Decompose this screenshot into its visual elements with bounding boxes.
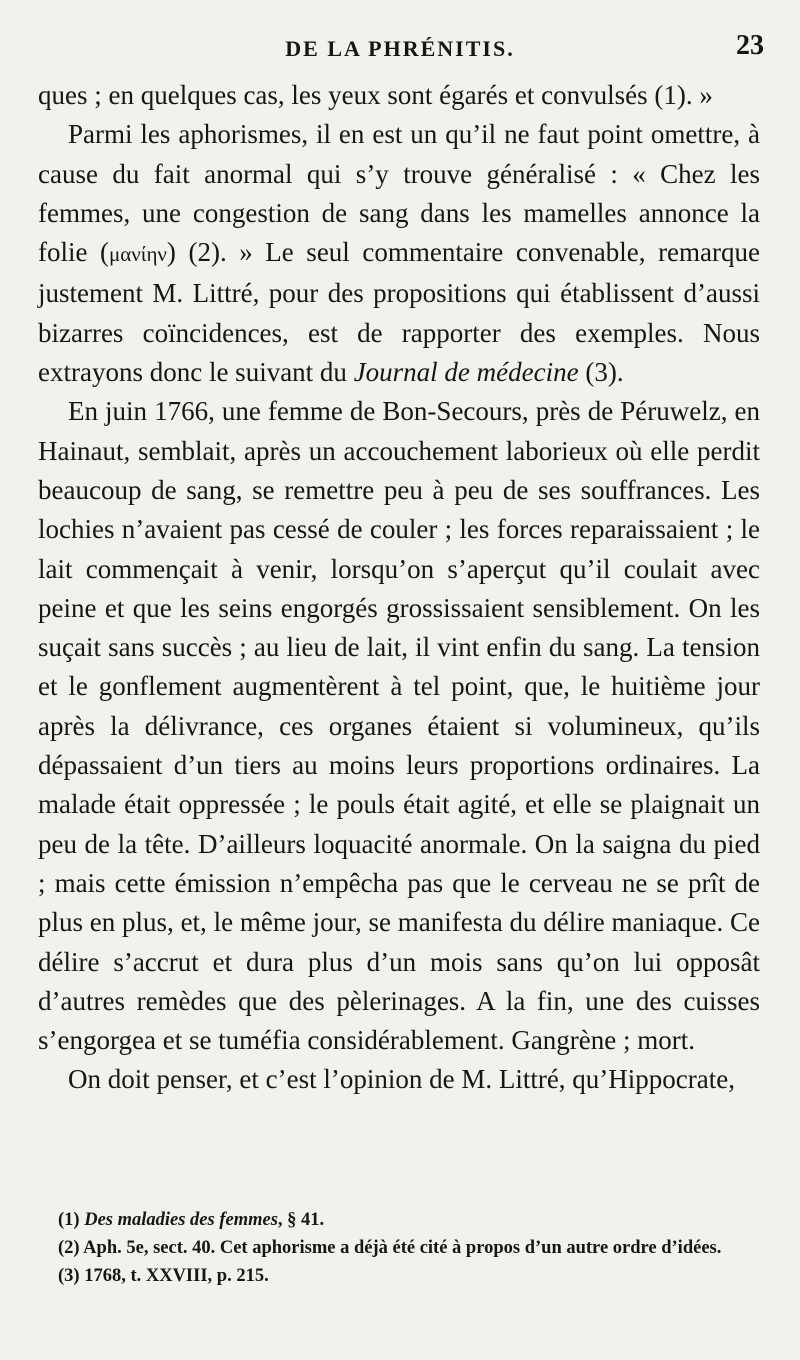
- text-run: ques ; en quelques cas, les yeux sont égarés et convulsés (1). »: [38, 80, 713, 110]
- paragraph-3: [38, 392, 760, 1060]
- footnotes: [38, 1206, 760, 1290]
- text-run: (3).: [578, 357, 624, 388]
- paragraph-4: [38, 1060, 760, 1099]
- footnote-2: [38, 1234, 760, 1262]
- footnote-run: (3) 1768, t. XXVIII, p. 215.: [58, 1266, 269, 1286]
- text-run: ) (2). » Le seul commentaire convenable, remarque justement M. Littré, pour des propositions qui établissent d’aussi bizarres coïncidences, est de rapporter des exemples. Nous extrayons donc le suivant du: [38, 237, 760, 388]
- text-run: En juin 1766, une femme de Bon-Secours, près de Péruwelz, en Hainaut, semblait, après un accouchement laborieux où elle perdit beaucoup de sang, se remettre peu à peu de ses souffrances. Les lochies n’avaient pas cessé de couler ; les forces reparaissaient ; le lait commençait à venir, lorsqu’on s’aperçut qu’il coulait avec peine et que les seins engorgés grossissaient sensiblement. On les suçait sans succès ; au lieu de lait, il vint enfin du sang. La tension et le gonflement augmentèrent à tel point, que, le huitième jour après la délivrance, ces organes étaient si volumineux, qu’ils dépassaient d’un tiers au moins leurs proportions ordinaires. La malade était oppressée ; le pouls était agité, et elle se plaignait un peu de la tête. D’ailleurs loquacité anormale. On la saigna du pied ; mais cette émission n’empêcha pas que le cerveau ne se prît de plus en plus, et, le même jour, se manifesta du délire maniaque. Ce délire s’accrut et dura plus d’un mois sans qu’on lui opposât d’autres remèdes que des pèlerinages. A la fin, une des cuisses s’engorgea et se tuméfia considérablement. Gangrène ; mort.: [38, 396, 760, 1056]
- text-run: On doit penser, et c’est l’opinion de M. Littré, qu’Hippocrate,: [68, 1064, 735, 1095]
- footnote-3: [38, 1262, 760, 1290]
- paragraph-2: [38, 115, 760, 392]
- footnote-run: (2) Aph. 5e, sect. 40. Cet aphorisme a déjà été cité à propos d’un autre ordre d’idées.: [58, 1238, 722, 1258]
- page-header: [36, 30, 764, 66]
- footnote-run: (1): [58, 1210, 85, 1230]
- journal-title: Journal de médecine: [353, 357, 579, 388]
- greek-word: μανίην: [109, 242, 167, 267]
- footnote-run: , § 41.: [277, 1210, 325, 1230]
- footnote-1: [38, 1206, 760, 1234]
- footnote-run: Des maladies des femmes: [84, 1210, 278, 1230]
- text-run: Parmi les aphorismes, il en est un qu’il ne faut point omettre, à cause du fait anormal qui s’y trouve généralisé : « Chez les femmes, une congestion de sang dans les mamelles annonce la folie (: [38, 119, 760, 268]
- running-title: DE LA PHRÉNITIS.: [285, 36, 515, 61]
- page-number: 23: [736, 30, 764, 61]
- paragraph-1: [38, 76, 760, 115]
- body-text: [38, 76, 760, 1100]
